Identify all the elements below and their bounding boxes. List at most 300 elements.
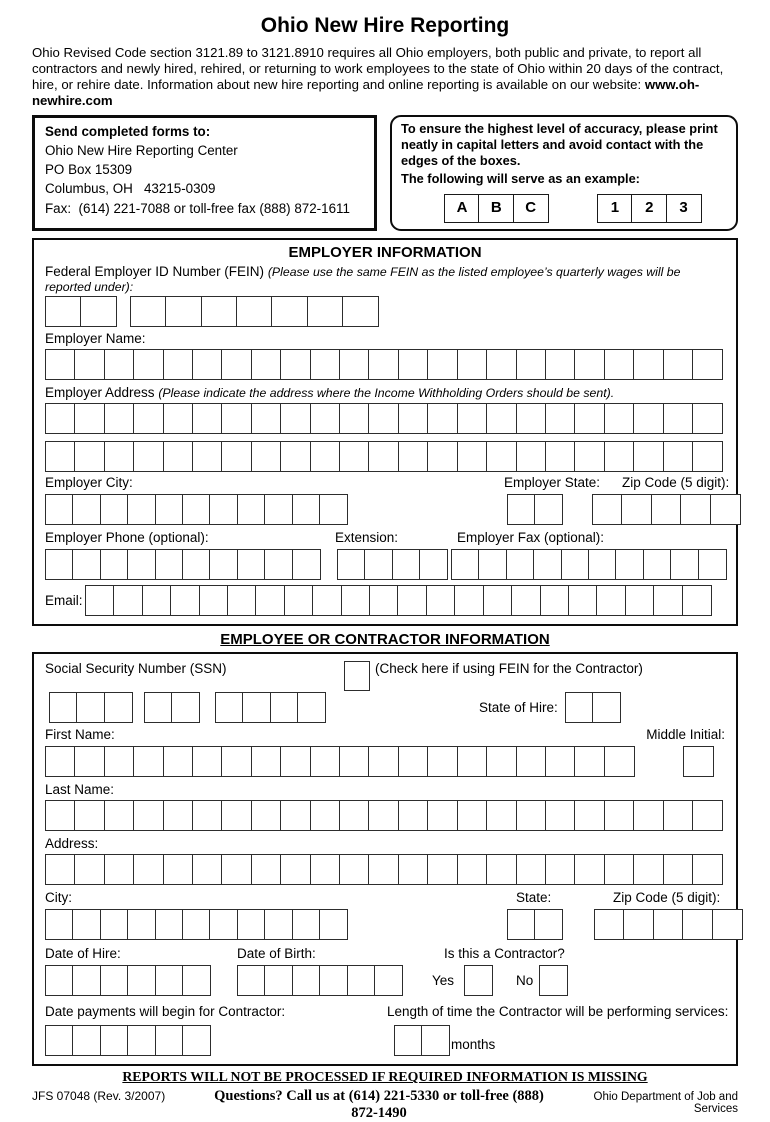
char-box[interactable] bbox=[486, 349, 517, 380]
char-box[interactable] bbox=[574, 349, 605, 380]
char-box[interactable] bbox=[201, 296, 238, 327]
char-box[interactable] bbox=[133, 403, 164, 434]
char-box[interactable] bbox=[545, 854, 576, 885]
char-box[interactable] bbox=[221, 800, 252, 831]
char-box[interactable] bbox=[398, 746, 429, 777]
char-box[interactable] bbox=[545, 800, 576, 831]
char-box[interactable] bbox=[133, 800, 164, 831]
char-box[interactable] bbox=[104, 800, 135, 831]
char-box[interactable] bbox=[341, 585, 371, 616]
char-box[interactable] bbox=[507, 494, 536, 525]
char-box[interactable] bbox=[104, 349, 135, 380]
char-box[interactable] bbox=[633, 854, 664, 885]
char-box[interactable] bbox=[221, 441, 252, 472]
contractor-no-checkbox[interactable] bbox=[539, 965, 568, 996]
char-box[interactable] bbox=[486, 854, 517, 885]
char-box[interactable] bbox=[368, 800, 399, 831]
char-box[interactable] bbox=[251, 800, 282, 831]
char-box[interactable] bbox=[155, 1025, 184, 1056]
char-box[interactable] bbox=[45, 494, 74, 525]
char-box[interactable] bbox=[368, 441, 399, 472]
char-box[interactable] bbox=[133, 746, 164, 777]
char-box[interactable] bbox=[398, 349, 429, 380]
char-box[interactable] bbox=[127, 1025, 156, 1056]
char-box[interactable] bbox=[419, 549, 448, 580]
char-box[interactable] bbox=[339, 349, 370, 380]
char-box[interactable] bbox=[427, 441, 458, 472]
char-box[interactable] bbox=[280, 349, 311, 380]
char-box[interactable] bbox=[72, 1025, 101, 1056]
char-box[interactable] bbox=[319, 909, 348, 940]
char-box[interactable] bbox=[670, 549, 699, 580]
city-state-zip-boxes bbox=[45, 909, 725, 940]
char-box[interactable] bbox=[457, 854, 488, 885]
ssn-area bbox=[45, 661, 725, 723]
char-box[interactable] bbox=[237, 909, 266, 940]
char-box[interactable] bbox=[280, 800, 311, 831]
char-box[interactable] bbox=[337, 549, 366, 580]
form-number: JFS 07048 (Rev. 3/2007) bbox=[32, 1089, 166, 1104]
char-box[interactable] bbox=[368, 854, 399, 885]
char-box[interactable] bbox=[74, 800, 105, 831]
char-box[interactable] bbox=[192, 800, 223, 831]
contractor-yes-checkbox[interactable] bbox=[464, 965, 493, 996]
char-box[interactable] bbox=[237, 494, 266, 525]
employer-state-label: Employer State: bbox=[504, 475, 601, 491]
char-box[interactable] bbox=[192, 349, 223, 380]
employer-address-boxes-row1 bbox=[45, 403, 725, 434]
char-box[interactable] bbox=[292, 494, 321, 525]
char-box[interactable] bbox=[310, 349, 341, 380]
char-box[interactable] bbox=[163, 800, 194, 831]
char-box[interactable] bbox=[710, 494, 741, 525]
char-box[interactable] bbox=[663, 800, 694, 831]
char-box[interactable] bbox=[45, 296, 82, 327]
char-box[interactable] bbox=[698, 549, 727, 580]
char-box[interactable] bbox=[364, 549, 393, 580]
char-box[interactable] bbox=[692, 349, 723, 380]
employer-section-heading: EMPLOYER INFORMATION bbox=[288, 244, 482, 262]
employer-information-section bbox=[32, 238, 738, 626]
char-box[interactable] bbox=[398, 854, 429, 885]
char-box[interactable] bbox=[74, 403, 105, 434]
char-box[interactable] bbox=[45, 549, 74, 580]
char-box[interactable] bbox=[643, 549, 672, 580]
char-box[interactable] bbox=[392, 549, 421, 580]
char-box[interactable] bbox=[680, 494, 711, 525]
employer-zip-boxes bbox=[592, 494, 739, 525]
char-box[interactable] bbox=[45, 909, 74, 940]
char-box[interactable] bbox=[427, 854, 458, 885]
char-box[interactable] bbox=[264, 549, 293, 580]
char-box[interactable] bbox=[457, 403, 488, 434]
char-box[interactable] bbox=[623, 909, 654, 940]
char-box[interactable] bbox=[604, 349, 635, 380]
char-box[interactable] bbox=[155, 494, 184, 525]
char-box[interactable] bbox=[182, 1025, 211, 1056]
char-box[interactable] bbox=[74, 349, 105, 380]
char-box[interactable] bbox=[663, 349, 694, 380]
example-box: C bbox=[513, 194, 549, 223]
char-box[interactable] bbox=[574, 746, 605, 777]
char-box[interactable] bbox=[592, 494, 623, 525]
yes-label: Yes bbox=[432, 973, 455, 989]
char-box[interactable] bbox=[221, 854, 252, 885]
char-box[interactable] bbox=[604, 441, 635, 472]
send-box-line: Fax: (614) 221-7088 or toll-free fax (888) 872-1611 bbox=[45, 200, 350, 216]
extension-boxes bbox=[337, 549, 447, 580]
char-box[interactable] bbox=[534, 494, 563, 525]
char-box[interactable] bbox=[85, 585, 115, 616]
char-box[interactable] bbox=[454, 585, 484, 616]
char-box[interactable] bbox=[155, 549, 184, 580]
char-box[interactable] bbox=[144, 692, 173, 723]
length-of-time-label: Length of time the Contractor will be performing services: bbox=[387, 1004, 729, 1020]
zip-label: Zip Code (5 digit): bbox=[613, 890, 721, 906]
char-box[interactable] bbox=[310, 800, 341, 831]
char-box[interactable] bbox=[182, 494, 211, 525]
char-box[interactable] bbox=[568, 585, 598, 616]
char-box[interactable] bbox=[604, 403, 635, 434]
char-box[interactable] bbox=[209, 494, 238, 525]
char-box[interactable] bbox=[237, 965, 266, 996]
char-box[interactable] bbox=[516, 441, 547, 472]
intro-body: Ohio Revised Code section 3121.89 to 3121.8910 requires all Ohio employers, both public and private, to report all contractors and newly hired, rehired, or returning to work employees to the state of Ohio within 20 days of the contract, hire, or rehire date. Information about new hire reporting and online reporting is available on our website: bbox=[32, 45, 724, 93]
employer-address-label-text: Employer Address bbox=[45, 385, 155, 401]
char-box[interactable] bbox=[292, 965, 321, 996]
char-box[interactable] bbox=[251, 854, 282, 885]
char-box[interactable] bbox=[712, 909, 743, 940]
char-box[interactable] bbox=[72, 494, 101, 525]
address-label: Address: bbox=[45, 836, 99, 852]
char-box[interactable] bbox=[209, 549, 238, 580]
char-box[interactable] bbox=[284, 585, 314, 616]
char-box[interactable] bbox=[478, 549, 507, 580]
char-box[interactable] bbox=[251, 441, 282, 472]
char-box[interactable] bbox=[633, 403, 664, 434]
char-box[interactable] bbox=[155, 909, 184, 940]
char-box[interactable] bbox=[264, 494, 293, 525]
char-box[interactable] bbox=[692, 403, 723, 434]
first-name-label: First Name: bbox=[45, 727, 115, 743]
char-box[interactable] bbox=[45, 965, 74, 996]
char-box[interactable] bbox=[310, 441, 341, 472]
char-box[interactable] bbox=[663, 441, 694, 472]
char-box[interactable] bbox=[339, 746, 370, 777]
char-box[interactable] bbox=[182, 549, 211, 580]
char-box[interactable] bbox=[104, 692, 133, 723]
char-box[interactable] bbox=[427, 349, 458, 380]
char-box[interactable] bbox=[653, 585, 683, 616]
char-box[interactable] bbox=[682, 909, 713, 940]
char-box[interactable] bbox=[692, 854, 723, 885]
date-of-birth-label: Date of Birth: bbox=[237, 946, 316, 962]
char-box[interactable] bbox=[192, 854, 223, 885]
char-box[interactable] bbox=[427, 403, 458, 434]
char-box[interactable] bbox=[280, 854, 311, 885]
char-box[interactable] bbox=[221, 403, 252, 434]
char-box[interactable] bbox=[398, 441, 429, 472]
char-box[interactable] bbox=[319, 494, 348, 525]
char-box[interactable] bbox=[100, 909, 129, 940]
char-box[interactable] bbox=[280, 746, 311, 777]
char-box[interactable] bbox=[163, 403, 194, 434]
char-box[interactable] bbox=[221, 349, 252, 380]
website-link[interactable]: www.oh-newhire.com bbox=[32, 77, 700, 109]
char-box[interactable] bbox=[127, 494, 156, 525]
employer-fax-label: Employer Fax (optional): bbox=[457, 530, 605, 546]
char-box[interactable] bbox=[486, 441, 517, 472]
char-box[interactable] bbox=[486, 403, 517, 434]
char-box[interactable] bbox=[457, 800, 488, 831]
warning-text: REPORTS WILL NOT BE PROCESSED IF REQUIRED INFORMATION IS MISSING bbox=[122, 1069, 648, 1085]
char-box[interactable] bbox=[398, 403, 429, 434]
char-box[interactable] bbox=[633, 441, 664, 472]
char-box[interactable] bbox=[534, 909, 563, 940]
middle-initial-boxes bbox=[683, 746, 712, 777]
char-box[interactable] bbox=[104, 441, 135, 472]
char-box[interactable] bbox=[692, 800, 723, 831]
char-box[interactable] bbox=[561, 549, 590, 580]
char-box[interactable] bbox=[483, 585, 513, 616]
char-box[interactable] bbox=[342, 296, 379, 327]
char-box[interactable] bbox=[80, 296, 117, 327]
employer-phone-label: Employer Phone (optional): bbox=[45, 530, 209, 546]
fein-checkbox[interactable] bbox=[344, 661, 370, 691]
char-box[interactable] bbox=[72, 549, 101, 580]
char-box[interactable] bbox=[516, 800, 547, 831]
char-box[interactable] bbox=[297, 692, 326, 723]
char-box[interactable] bbox=[264, 965, 293, 996]
char-box[interactable] bbox=[486, 800, 517, 831]
char-box[interactable] bbox=[242, 692, 271, 723]
char-box[interactable] bbox=[516, 403, 547, 434]
char-box[interactable] bbox=[100, 494, 129, 525]
ssn-boxes-group1 bbox=[49, 692, 131, 723]
char-box[interactable] bbox=[209, 909, 238, 940]
char-box[interactable] bbox=[545, 746, 576, 777]
char-box[interactable] bbox=[516, 349, 547, 380]
char-box[interactable] bbox=[592, 692, 621, 723]
char-box[interactable] bbox=[574, 441, 605, 472]
char-box[interactable] bbox=[369, 585, 399, 616]
char-box[interactable] bbox=[280, 441, 311, 472]
char-box[interactable] bbox=[237, 549, 266, 580]
char-box[interactable] bbox=[651, 494, 682, 525]
char-box[interactable] bbox=[421, 1025, 450, 1056]
char-box[interactable] bbox=[312, 585, 342, 616]
char-box[interactable] bbox=[339, 800, 370, 831]
char-box[interactable] bbox=[596, 585, 626, 616]
char-box[interactable] bbox=[251, 349, 282, 380]
char-box[interactable] bbox=[310, 403, 341, 434]
char-box[interactable] bbox=[507, 909, 536, 940]
char-box[interactable] bbox=[565, 692, 594, 723]
char-box[interactable] bbox=[127, 909, 156, 940]
char-box[interactable] bbox=[199, 585, 229, 616]
char-box[interactable] bbox=[255, 585, 285, 616]
char-box[interactable] bbox=[615, 549, 644, 580]
char-box[interactable] bbox=[192, 746, 223, 777]
char-box[interactable] bbox=[621, 494, 652, 525]
char-box[interactable] bbox=[74, 746, 105, 777]
char-box[interactable] bbox=[506, 549, 535, 580]
char-box[interactable] bbox=[163, 441, 194, 472]
char-box[interactable] bbox=[540, 585, 570, 616]
char-box[interactable] bbox=[292, 909, 321, 940]
char-box[interactable] bbox=[574, 854, 605, 885]
char-box[interactable] bbox=[182, 909, 211, 940]
middle-initial-label: Middle Initial: bbox=[646, 727, 725, 743]
char-box[interactable] bbox=[45, 746, 76, 777]
char-box[interactable] bbox=[451, 549, 480, 580]
char-box[interactable] bbox=[339, 441, 370, 472]
char-box[interactable] bbox=[545, 441, 576, 472]
char-box[interactable] bbox=[319, 965, 348, 996]
char-box[interactable] bbox=[397, 585, 427, 616]
char-box[interactable] bbox=[171, 692, 200, 723]
char-box[interactable] bbox=[251, 746, 282, 777]
char-box[interactable] bbox=[264, 909, 293, 940]
char-box[interactable] bbox=[511, 585, 541, 616]
char-box[interactable] bbox=[604, 746, 635, 777]
char-box[interactable] bbox=[280, 403, 311, 434]
payments-begin-label: Date payments will begin for Contractor: bbox=[45, 1004, 286, 1020]
char-box[interactable] bbox=[457, 349, 488, 380]
char-box[interactable] bbox=[625, 585, 655, 616]
employer-city-boxes bbox=[45, 494, 346, 525]
char-box[interactable] bbox=[182, 965, 211, 996]
char-box[interactable] bbox=[192, 403, 223, 434]
char-box[interactable] bbox=[45, 800, 76, 831]
payments-begin-boxes bbox=[45, 1025, 209, 1056]
char-box[interactable] bbox=[76, 692, 105, 723]
char-box[interactable] bbox=[663, 854, 694, 885]
contractor-payment-labels bbox=[45, 1004, 729, 1021]
char-box[interactable] bbox=[45, 441, 76, 472]
char-box[interactable] bbox=[45, 403, 76, 434]
email-row bbox=[45, 585, 725, 616]
char-box[interactable] bbox=[310, 746, 341, 777]
char-box[interactable] bbox=[594, 909, 625, 940]
char-box[interactable] bbox=[270, 692, 299, 723]
char-box[interactable] bbox=[215, 692, 244, 723]
char-box[interactable] bbox=[165, 296, 202, 327]
char-box[interactable] bbox=[74, 854, 105, 885]
char-box[interactable] bbox=[339, 403, 370, 434]
employer-name-boxes bbox=[45, 349, 725, 380]
char-box[interactable] bbox=[163, 854, 194, 885]
char-box[interactable] bbox=[398, 800, 429, 831]
char-box[interactable] bbox=[113, 585, 143, 616]
char-box[interactable] bbox=[127, 549, 156, 580]
char-box[interactable] bbox=[574, 403, 605, 434]
employee-section-heading: EMPLOYEE OR CONTRACTOR INFORMATION bbox=[220, 631, 550, 649]
char-box[interactable] bbox=[374, 965, 403, 996]
char-box[interactable] bbox=[368, 349, 399, 380]
char-box[interactable] bbox=[545, 349, 576, 380]
char-box[interactable] bbox=[692, 441, 723, 472]
char-box[interactable] bbox=[72, 909, 101, 940]
char-box[interactable] bbox=[426, 585, 456, 616]
char-box[interactable] bbox=[251, 403, 282, 434]
char-box[interactable] bbox=[227, 585, 257, 616]
char-box[interactable] bbox=[104, 854, 135, 885]
char-box[interactable] bbox=[545, 403, 576, 434]
length-of-time-boxes bbox=[394, 1025, 449, 1056]
char-box[interactable] bbox=[516, 746, 547, 777]
char-box[interactable] bbox=[663, 403, 694, 434]
char-box[interactable] bbox=[221, 746, 252, 777]
char-box[interactable] bbox=[133, 441, 164, 472]
employer-phone-labels bbox=[45, 530, 725, 547]
char-box[interactable] bbox=[271, 296, 308, 327]
char-box[interactable] bbox=[457, 441, 488, 472]
char-box[interactable] bbox=[533, 549, 562, 580]
char-box[interactable] bbox=[486, 746, 517, 777]
char-box[interactable] bbox=[192, 441, 223, 472]
char-box[interactable] bbox=[45, 349, 76, 380]
char-box[interactable] bbox=[307, 296, 344, 327]
char-box[interactable] bbox=[236, 296, 273, 327]
char-box[interactable] bbox=[292, 549, 321, 580]
char-box[interactable] bbox=[72, 965, 101, 996]
char-box[interactable] bbox=[588, 549, 617, 580]
char-box[interactable] bbox=[653, 909, 684, 940]
char-box[interactable] bbox=[133, 854, 164, 885]
char-box[interactable] bbox=[45, 1025, 74, 1056]
char-box[interactable] bbox=[633, 800, 664, 831]
char-box[interactable] bbox=[310, 854, 341, 885]
char-box[interactable] bbox=[142, 585, 172, 616]
char-box[interactable] bbox=[163, 349, 194, 380]
char-box[interactable] bbox=[574, 800, 605, 831]
char-box[interactable] bbox=[155, 965, 184, 996]
char-box[interactable] bbox=[516, 854, 547, 885]
char-box[interactable] bbox=[427, 746, 458, 777]
char-box[interactable] bbox=[163, 746, 194, 777]
ssn-boxes-group3 bbox=[215, 692, 325, 723]
char-box[interactable] bbox=[100, 549, 129, 580]
char-box[interactable] bbox=[45, 854, 76, 885]
char-box[interactable] bbox=[100, 1025, 129, 1056]
char-box[interactable] bbox=[127, 965, 156, 996]
last-name-boxes bbox=[45, 800, 725, 831]
char-box[interactable] bbox=[170, 585, 200, 616]
char-box[interactable] bbox=[347, 965, 376, 996]
char-box[interactable] bbox=[130, 296, 167, 327]
char-box[interactable] bbox=[427, 800, 458, 831]
char-box[interactable] bbox=[368, 403, 399, 434]
char-box[interactable] bbox=[394, 1025, 423, 1056]
char-box[interactable] bbox=[104, 403, 135, 434]
example-box: B bbox=[478, 194, 514, 223]
char-box[interactable] bbox=[683, 746, 714, 777]
send-box-line: Ohio New Hire Reporting Center bbox=[45, 143, 238, 159]
char-box[interactable] bbox=[604, 800, 635, 831]
char-box[interactable] bbox=[49, 692, 78, 723]
char-box[interactable] bbox=[457, 746, 488, 777]
char-box[interactable] bbox=[339, 854, 370, 885]
char-box[interactable] bbox=[682, 585, 712, 616]
char-box[interactable] bbox=[104, 746, 135, 777]
char-box[interactable] bbox=[100, 965, 129, 996]
char-box[interactable] bbox=[74, 441, 105, 472]
char-box[interactable] bbox=[604, 854, 635, 885]
char-box[interactable] bbox=[133, 349, 164, 380]
char-box[interactable] bbox=[368, 746, 399, 777]
char-box[interactable] bbox=[633, 349, 664, 380]
